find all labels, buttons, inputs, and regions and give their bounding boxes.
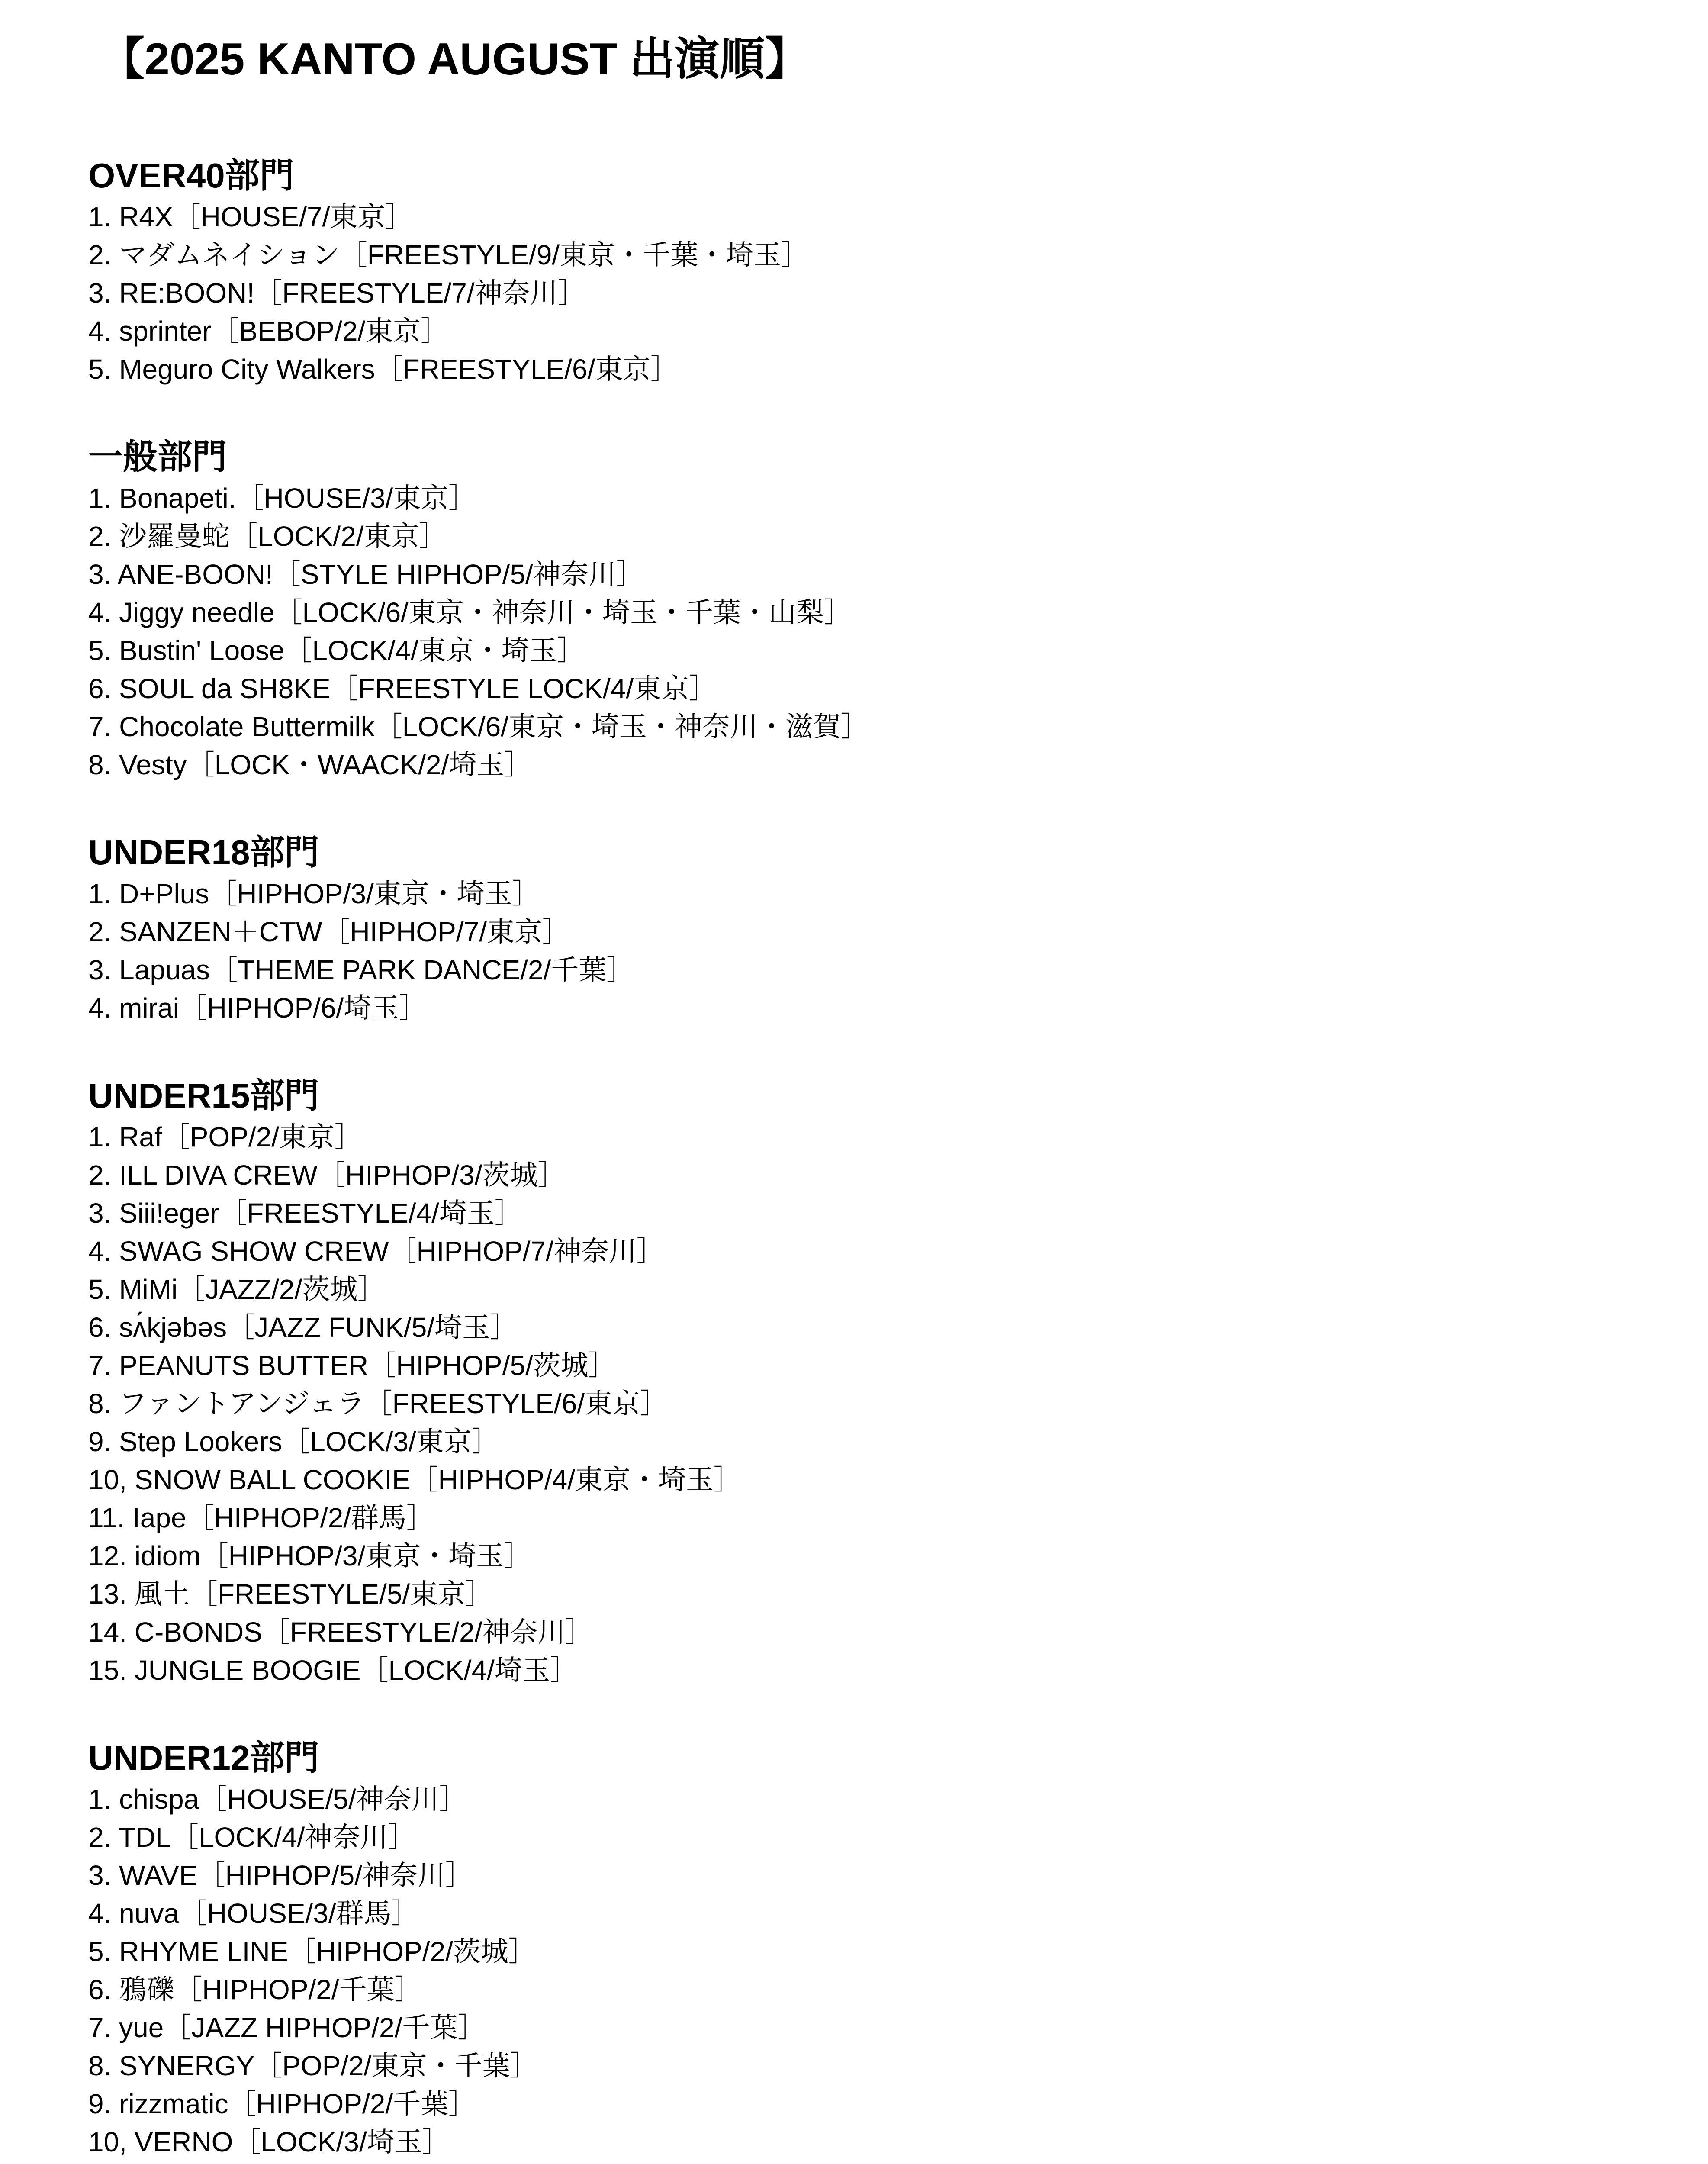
list-item: 13. 風土［FREESTYLE/5/東京］ <box>88 1578 493 1610</box>
list-item: 6. sʌ́kjəbəs［JAZZ FUNK/5/埼玉］ <box>88 1312 518 1343</box>
section-heading: OVER40部門 <box>88 156 294 195</box>
section-heading: UNDER18部門 <box>88 833 319 872</box>
list-item: 7. yue［JAZZ HIPHOP/2/千葉］ <box>88 2012 486 2043</box>
list-item: 4. Jiggy needle［LOCK/6/東京・神奈川・埼玉・千葉・山梨］ <box>88 597 852 628</box>
list-item: 12. idiom［HIPHOP/3/東京・埼玉］ <box>88 1540 532 1571</box>
list-item: 1. Raf［POP/2/東京］ <box>88 1121 363 1153</box>
entry-list <box>88 1118 1646 1689</box>
list-item: 1. chispa［HOUSE/5/神奈川］ <box>88 1784 467 1815</box>
lineup-content <box>88 154 1646 2164</box>
section-heading: 一般部門 <box>88 438 227 476</box>
list-item: 8. SYNERGY［POP/2/東京・千葉］ <box>88 2050 538 2081</box>
list-item: 2. SANZEN＋CTW［HIPHOP/7/東京］ <box>88 916 570 947</box>
list-item <box>88 2161 1646 2164</box>
section-under15 <box>88 1074 1646 1689</box>
list-item: 2. マダムネイション［FREESTYLE/9/東京・千葉・埼玉］ <box>88 239 809 270</box>
list-item: 4. SWAG SHOW CREW［HIPHOP/7/神奈川］ <box>88 1236 665 1267</box>
entry-list <box>88 875 1646 1027</box>
list-item: 7. PEANUTS BUTTER［HIPHOP/5/茨城］ <box>88 1350 616 1381</box>
list-item: 3. ANE-BOON!［STYLE HIPHOP/5/神奈川］ <box>88 559 644 590</box>
list-item: 5. Meguro City Walkers［FREESTYLE/6/東京］ <box>88 354 679 385</box>
list-item: 1. Bonapeti.［HOUSE/3/東京］ <box>88 483 476 514</box>
list-item: 4. sprinter［BEBOP/2/東京］ <box>88 316 449 347</box>
entry-list <box>88 1780 1646 2164</box>
list-item: 9. Step Lookers［LOCK/3/東京］ <box>88 1426 499 1457</box>
list-item: 3. RE:BOON!［FREESTYLE/7/神奈川］ <box>88 277 585 309</box>
list-item: 1. R4X［HOUSE/7/東京］ <box>88 201 413 232</box>
list-item: 5. Bustin' Loose［LOCK/4/東京・埼玉］ <box>88 635 585 666</box>
list-item: 10, VERNO［LOCK/3/埼玉］ <box>88 2126 450 2158</box>
list-item: 2. ILL DIVA CREW［HIPHOP/3/茨城］ <box>88 1159 566 1191</box>
section-heading: UNDER15部門 <box>88 1076 319 1115</box>
list-item: 3. Siii!eger［FREESTYLE/4/埼玉］ <box>88 1198 522 1229</box>
section-under18 <box>88 831 1646 1027</box>
list-item: 1. D+Plus［HIPHOP/3/東京・埼玉］ <box>88 878 540 909</box>
list-item: 10, SNOW BALL COOKIE［HIPHOP/4/東京・埼玉］ <box>88 1464 742 1495</box>
list-item: 6. SOUL da SH8KE［FREESTYLE LOCK/4/東京］ <box>88 673 717 704</box>
section-heading: UNDER12部門 <box>88 1739 319 1777</box>
section-under12 <box>88 1736 1646 2164</box>
entry-list <box>88 198 1646 388</box>
list-item: 7. Chocolate Buttermilk［LOCK/6/東京・埼玉・神奈川・滋賀］ <box>88 711 869 742</box>
list-item: 3. WAVE［HIPHOP/5/神奈川］ <box>88 1860 473 1891</box>
entry-list <box>88 479 1646 784</box>
list-item: 15. JUNGLE BOOGIE［LOCK/4/埼玉］ <box>88 1655 578 1686</box>
list-item: 4. nuva［HOUSE/3/群馬］ <box>88 1898 419 1929</box>
page-title: 【2025 KANTO AUGUST 出演順】 <box>100 34 810 84</box>
list-item: 14. C-BONDS［FREESTYLE/2/神奈川］ <box>88 1617 593 1648</box>
list-item: 2. 沙羅曼蛇［LOCK/2/東京］ <box>88 521 447 552</box>
list-item: 5. MiMi［JAZZ/2/茨城］ <box>88 1274 386 1305</box>
list-item: 6. 鴉礫［HIPHOP/2/千葉］ <box>88 1974 422 2005</box>
list-item: 8. Vesty［LOCK・WAACK/2/埼玉］ <box>88 749 532 780</box>
list-item: 8. ファントアンジェラ［FREESTYLE/6/東京］ <box>88 1388 668 1419</box>
list-item: 9. rizzmatic［HIPHOP/2/千葉］ <box>88 2088 476 2119</box>
list-item: 5. RHYME LINE［HIPHOP/2/茨城］ <box>88 1936 536 1967</box>
section-general <box>88 435 1646 784</box>
list-item: 2. TDL［LOCK/4/神奈川］ <box>88 1822 416 1853</box>
list-item: 11. Iape［HIPHOP/2/群馬］ <box>88 1502 434 1533</box>
list-item: 3. Lapuas［THEME PARK DANCE/2/千葉］ <box>88 954 634 985</box>
section-over40 <box>88 154 1646 388</box>
list-item: 4. mirai［HIPHOP/6/埼玉］ <box>88 992 427 1024</box>
